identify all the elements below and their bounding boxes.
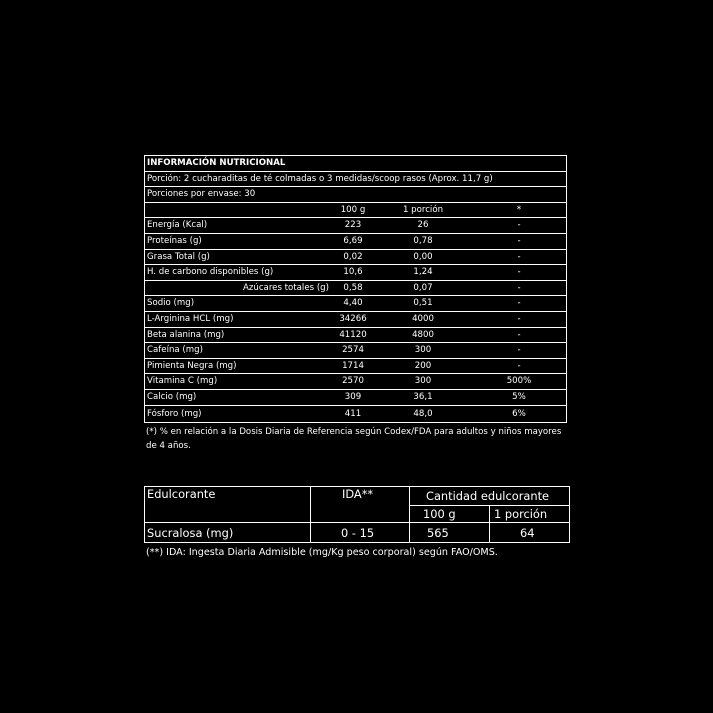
nutrient-per-portion: 1,24 [413, 267, 433, 278]
nutrient-label: Proteínas (g) [147, 235, 202, 246]
nutrition-title: INFORMACIÓN NUTRICIONAL [147, 158, 286, 168]
nutrient-per100: 1714 [342, 360, 364, 371]
nutrient-dd: - [517, 251, 521, 262]
nutrient-per100: 411 [344, 408, 362, 419]
nutrient-per-portion: 0,78 [413, 235, 433, 246]
nutrition-title-row [145, 156, 566, 172]
portion-text: Porción: 2 cucharaditas de té colmadas o 3 medidas/scoop rasos (Aprox. 11,7 g) [147, 173, 493, 184]
nutrient-row [145, 265, 566, 281]
nutrient-label: H. de carbono disponibles (g) [147, 267, 274, 278]
nutrition-footnote-line2: de 4 años. [146, 440, 191, 451]
nutrition-footnote [146, 426, 576, 453]
nutrition-footnote-line1: (*) % en relación a la Dosis Diaria de Referencia según Codex/FDA para adultos y niños mayores [146, 427, 562, 437]
nutrient-per100: 2570 [342, 376, 364, 387]
nutrient-dd: - [517, 313, 521, 324]
nutrient-per-portion: 300 [414, 345, 432, 356]
nutrient-dd: - [517, 329, 521, 340]
sweetener-table [144, 486, 570, 543]
row-100g-value: 565 [427, 525, 449, 540]
nutrient-row [145, 359, 566, 375]
table-col-divider [409, 486, 410, 543]
row-ida-value: 0 - 15 [341, 525, 375, 540]
nutrient-per100: 223 [344, 220, 362, 231]
nutrient-per-portion: 4000 [412, 313, 434, 324]
servings-text: Porciones por envase: 30 [147, 189, 256, 200]
nutrient-label: Calcio (mg) [147, 391, 197, 402]
header-dd: * [516, 204, 522, 215]
table-col-divider [310, 486, 311, 543]
nutrient-label: Vitamina C (mg) [147, 376, 218, 387]
nutrient-per-portion: 200 [414, 360, 432, 371]
table-border [144, 542, 570, 543]
header-portion: 1 porción [402, 204, 444, 215]
nutrition-table [144, 155, 567, 423]
col-edulcorante: Edulcorante [147, 487, 216, 501]
nutrient-per100: 2574 [342, 345, 364, 356]
servings-row [145, 187, 566, 203]
nutrient-dd: 6% [512, 408, 526, 419]
nutrient-row [145, 343, 566, 359]
nutrient-label: Grasa Total (g) [147, 251, 210, 262]
nutrient-row [145, 234, 566, 250]
header-100g: 100 g [340, 204, 366, 215]
nutrient-label: Cafeína (mg) [147, 345, 203, 356]
nutrient-dd: - [517, 282, 521, 293]
nutrient-row [145, 312, 566, 328]
row-portion-value: 64 [520, 525, 535, 540]
nutrient-per-portion: 48,0 [413, 408, 433, 419]
nutrient-label: Beta alanina (mg) [147, 329, 225, 340]
nutrient-dd: - [517, 345, 521, 356]
nutrient-row [145, 374, 566, 390]
nutrient-per100: 41120 [339, 329, 367, 340]
nutrient-per100: 4,40 [343, 298, 363, 309]
nutrient-row [145, 296, 566, 312]
nutrient-dd: - [517, 360, 521, 371]
nutrient-label: Pimienta Negra (mg) [147, 360, 237, 371]
nutrient-per-portion: 26 [417, 220, 429, 231]
nutrient-dd: - [517, 267, 521, 278]
nutrient-row [145, 250, 566, 266]
nutrient-dd: - [517, 235, 521, 246]
nutrient-label: Azúcares totales (g) [243, 282, 329, 293]
sub-100g: 100 g [423, 507, 456, 521]
table-border [569, 486, 570, 543]
nutrient-per-portion: 0,07 [413, 282, 433, 293]
nutrient-per-portion: 0,51 [413, 298, 433, 309]
nutrient-dd: 500% [506, 376, 532, 387]
nutrient-label: Energía (Kcal) [147, 220, 208, 231]
nutrient-dd: - [517, 220, 521, 231]
nutrient-per100: 309 [344, 391, 362, 402]
nutrient-dd: - [517, 298, 521, 309]
nutrient-per100: 0,58 [343, 282, 363, 293]
sweetener-footnote: (**) IDA: Ingesta Diaria Admisible (mg/Kg peso corporal) según FAO/OMS. [146, 547, 498, 558]
nutrient-per-portion: 0,00 [413, 251, 433, 262]
nutrient-per-portion: 36,1 [413, 391, 433, 402]
nutrient-per100: 6,69 [343, 235, 363, 246]
nutrient-per100: 34266 [339, 313, 367, 324]
table-row-divider [144, 522, 570, 523]
col-cantidad: Cantidad edulcorante [426, 489, 550, 503]
nutrient-row [145, 406, 566, 422]
row-sucralosa: Sucralosa (mg) [147, 525, 234, 540]
nutrient-dd: 5% [512, 391, 526, 402]
nutrient-label: Fósforo (mg) [147, 408, 202, 419]
nutrient-per100: 10,6 [343, 267, 363, 278]
sub-portion: 1 porción [494, 507, 548, 521]
portion-row [145, 172, 566, 188]
nutrient-per-portion: 300 [414, 376, 432, 387]
nutrient-label: Sodio (mg) [147, 298, 195, 309]
table-border [144, 486, 145, 543]
nutrient-row [145, 218, 566, 234]
table-col-divider [489, 505, 490, 544]
nutrient-per100: 0,02 [343, 251, 363, 262]
header-row [145, 203, 566, 219]
nutrient-row [145, 281, 566, 297]
col-ida: IDA** [342, 487, 374, 501]
nutrient-label: L-Arginina HCL (mg) [147, 313, 234, 324]
nutrient-per-portion: 4800 [412, 329, 434, 340]
nutrient-row [145, 328, 566, 344]
nutrient-row [145, 390, 566, 406]
